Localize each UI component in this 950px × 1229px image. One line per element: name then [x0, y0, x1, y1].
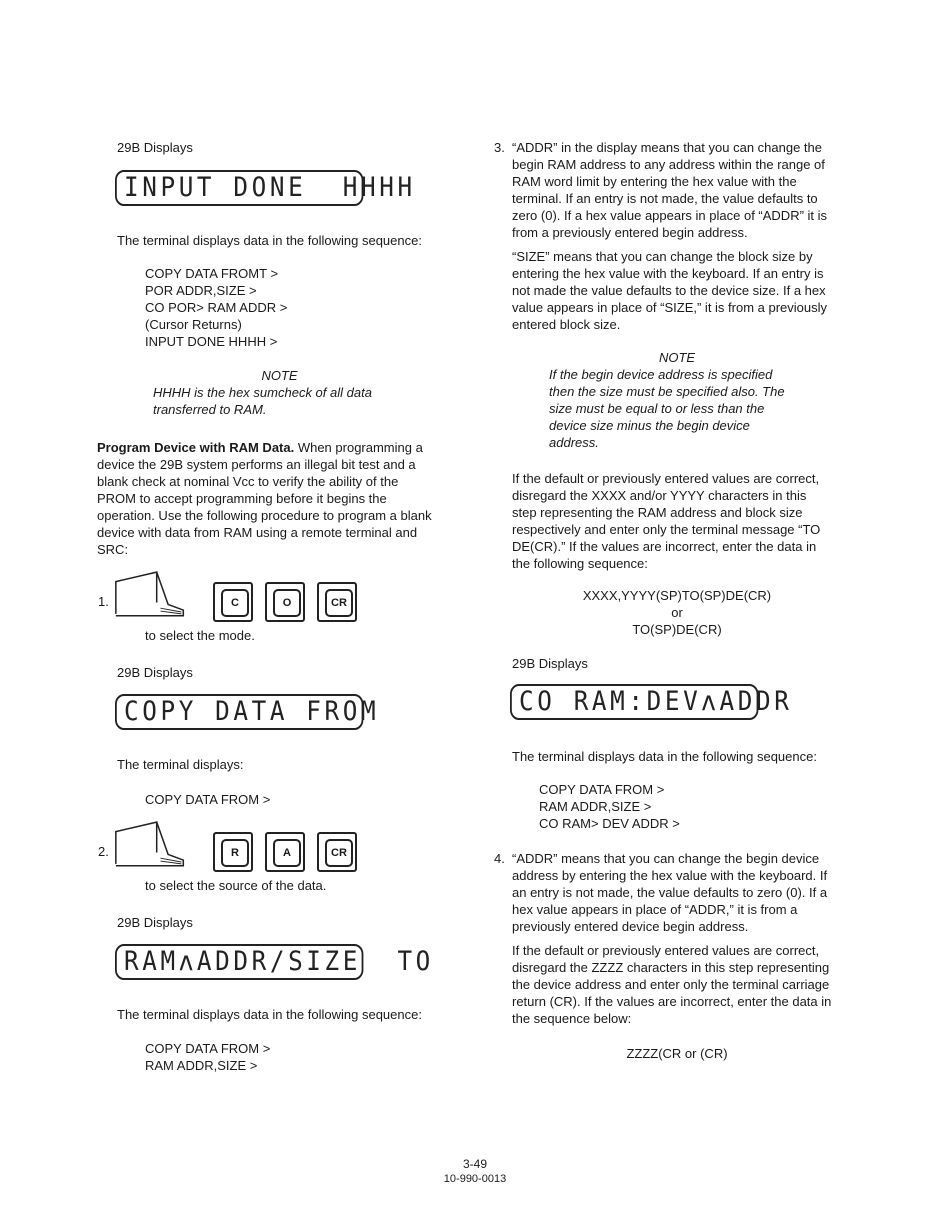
entry-line: TO(SP)DE(CR) — [632, 622, 722, 637]
section-body-first: When programming a — [294, 440, 423, 455]
sequence-list-1 — [145, 265, 287, 350]
body-line: entering the hex value with the keyboard. If an entry is — [512, 266, 824, 281]
lcd-display-2: COPY DATA FROM — [115, 694, 363, 730]
displays-label-2: 29B Displays — [117, 665, 193, 680]
section-title: Program Device with RAM Data. — [97, 440, 295, 455]
key-cr: CR — [317, 582, 357, 622]
body-line: terminal. If an entry is not made, the value defaults to — [512, 191, 818, 206]
note-body-right — [549, 366, 785, 451]
body-line: step representing the RAM address and block size — [512, 505, 803, 520]
body-line: disregard the ZZZZ characters in this step representing — [512, 960, 830, 975]
note-line: transferred to RAM. — [153, 402, 267, 417]
entry-block-1 — [512, 587, 842, 638]
lcd-display-4: CO RAM:DEVʌADDR — [510, 684, 758, 720]
note-body-left — [153, 384, 372, 418]
sequence-line: CO POR> RAM ADDR > — [145, 300, 288, 315]
note-title-right: NOTE — [658, 350, 696, 365]
body-line: the sequence below: — [512, 1011, 632, 1026]
body-line: respectively and enter only the terminal message “TO — [512, 522, 821, 537]
key-c: C — [213, 582, 253, 622]
body-line: the device address and enter only the terminal carriage — [512, 977, 830, 992]
key-o: O — [265, 582, 305, 622]
sequence-line: RAM ADDR,SIZE > — [145, 1058, 258, 1073]
copy-data-from-line: COPY DATA FROM > — [145, 792, 271, 807]
body-line: previously entered device begin address. — [512, 919, 749, 934]
note-title-left: NOTE — [261, 368, 298, 383]
note-line: HHHH is the hex sumcheck of all data — [153, 385, 372, 400]
body-line: begin RAM address to any address within the range of — [512, 157, 825, 172]
sequence-list-4 — [539, 781, 680, 832]
section-line: blank check at nominal Vcc to verify the ability of the — [97, 474, 399, 489]
body-line: address by entering the hex value with the keyboard. If — [512, 868, 828, 883]
displays-label-3: 29B Displays — [117, 915, 193, 930]
step-2-number: 2. — [98, 844, 109, 859]
body-line: “ADDR” in the display means that you can change the — [512, 140, 823, 155]
displays-label-4: 29B Displays — [512, 656, 588, 671]
sequence-intro-1: The terminal displays data in the following sequence: — [117, 233, 422, 248]
step-2-caption: to select the source of the data. — [145, 878, 327, 893]
key-a: A — [265, 832, 305, 872]
default-paragraph-1 — [512, 470, 862, 572]
section-line: PROM to accept programming before it begins the — [97, 491, 387, 506]
lcd-display-3: RAMʌADDR/SIZE TO — [115, 944, 363, 980]
body-line: If the default or previously entered values are correct, — [512, 943, 820, 958]
sequence-intro-3: The terminal displays data in the following sequence: — [117, 1007, 422, 1022]
body-line: “ADDR” means that you can change the begin device — [512, 851, 820, 866]
note-line: then the size must be specified also. The — [549, 384, 785, 399]
sequence-intro-4: The terminal displays data in the following sequence: — [512, 749, 817, 764]
page-number: 3-49 — [462, 1157, 488, 1171]
document-number: 10-990-0013 — [443, 1173, 507, 1185]
section-line: device with data from RAM using a remote terminal and — [97, 525, 418, 540]
body-line: from a previously entered begin address. — [512, 225, 748, 240]
sequence-line: COPY DATA FROMT > — [145, 266, 279, 281]
displays-label-1: 29B Displays — [117, 140, 193, 155]
default-paragraph-2 — [512, 942, 862, 1027]
page-footer — [0, 1157, 950, 1187]
section-line: operation. Use the following procedure to program a blank — [97, 508, 432, 523]
entry-line: XXXX,YYYY(SP)TO(SP)DE(CR) — [582, 588, 772, 603]
body-line: not made the value defaults to the device size. If a hex — [512, 283, 826, 298]
note-line: size must be equal to or less than the — [549, 401, 765, 416]
body-line: entered block size. — [512, 317, 621, 332]
body-line: hex value appears in place of “ADDR,” it is from a — [512, 902, 798, 917]
item-3-body — [512, 139, 862, 241]
item-4-body — [512, 850, 862, 935]
sequence-line: (Cursor Returns) — [145, 317, 242, 332]
note-line: If the begin device address is specified — [549, 367, 773, 382]
body-line: RAM word limit by entering the hex value with the — [512, 174, 797, 189]
terminal-displays-label: The terminal displays: — [117, 757, 244, 772]
lcd-display-1: INPUT DONE HHHH — [115, 170, 363, 206]
section-line: device the 29B system performs an illegal bit test and a — [97, 457, 416, 472]
note-line: address. — [549, 435, 599, 450]
terminal-icon — [113, 818, 189, 868]
body-line: the following sequence: — [512, 556, 648, 571]
sequence-line: RAM ADDR,SIZE > — [539, 799, 652, 814]
sequence-line: POR ADDR,SIZE > — [145, 283, 257, 298]
body-line: DE(CR).” If the values are incorrect, enter the data in — [512, 539, 817, 554]
terminal-icon — [113, 568, 189, 618]
step-1-number: 1. — [98, 594, 109, 609]
item-3-number: 3. — [494, 140, 505, 155]
item-4-number: 4. — [494, 851, 505, 866]
body-line: If the default or previously entered values are correct, — [512, 471, 820, 486]
sequence-line: CO RAM> DEV ADDR > — [539, 816, 680, 831]
sequence-line: COPY DATA FROM > — [539, 782, 665, 797]
entry-line-zzzz: ZZZZ(CR or (CR) — [626, 1046, 728, 1061]
key-r: R — [213, 832, 253, 872]
body-line: “SIZE” means that you can change the block size by — [512, 249, 813, 264]
body-line: zero (0). If a hex value appears in place of “ADDR” it is — [512, 208, 828, 223]
body-line: an entry is not made, the value defaults to zero (0). If a — [512, 885, 828, 900]
section-line: SRC: — [97, 542, 129, 557]
sequence-list-3 — [145, 1040, 270, 1074]
key-cr: CR — [317, 832, 357, 872]
section-program-device — [97, 439, 462, 558]
entry-or: or — [671, 605, 683, 620]
body-line: disregard the XXXX and/or YYYY characters in this — [512, 488, 807, 503]
step-1-caption: to select the mode. — [145, 628, 255, 643]
note-line: device size minus the begin device — [549, 418, 750, 433]
body-line: value appears in place of “SIZE,” it is from a previously — [512, 300, 828, 315]
body-line: return (CR). If the values are incorrect, enter the data in — [512, 994, 832, 1009]
sequence-line: COPY DATA FROM > — [145, 1041, 271, 1056]
size-paragraph — [512, 248, 862, 333]
sequence-line: INPUT DONE HHHH > — [145, 334, 278, 349]
